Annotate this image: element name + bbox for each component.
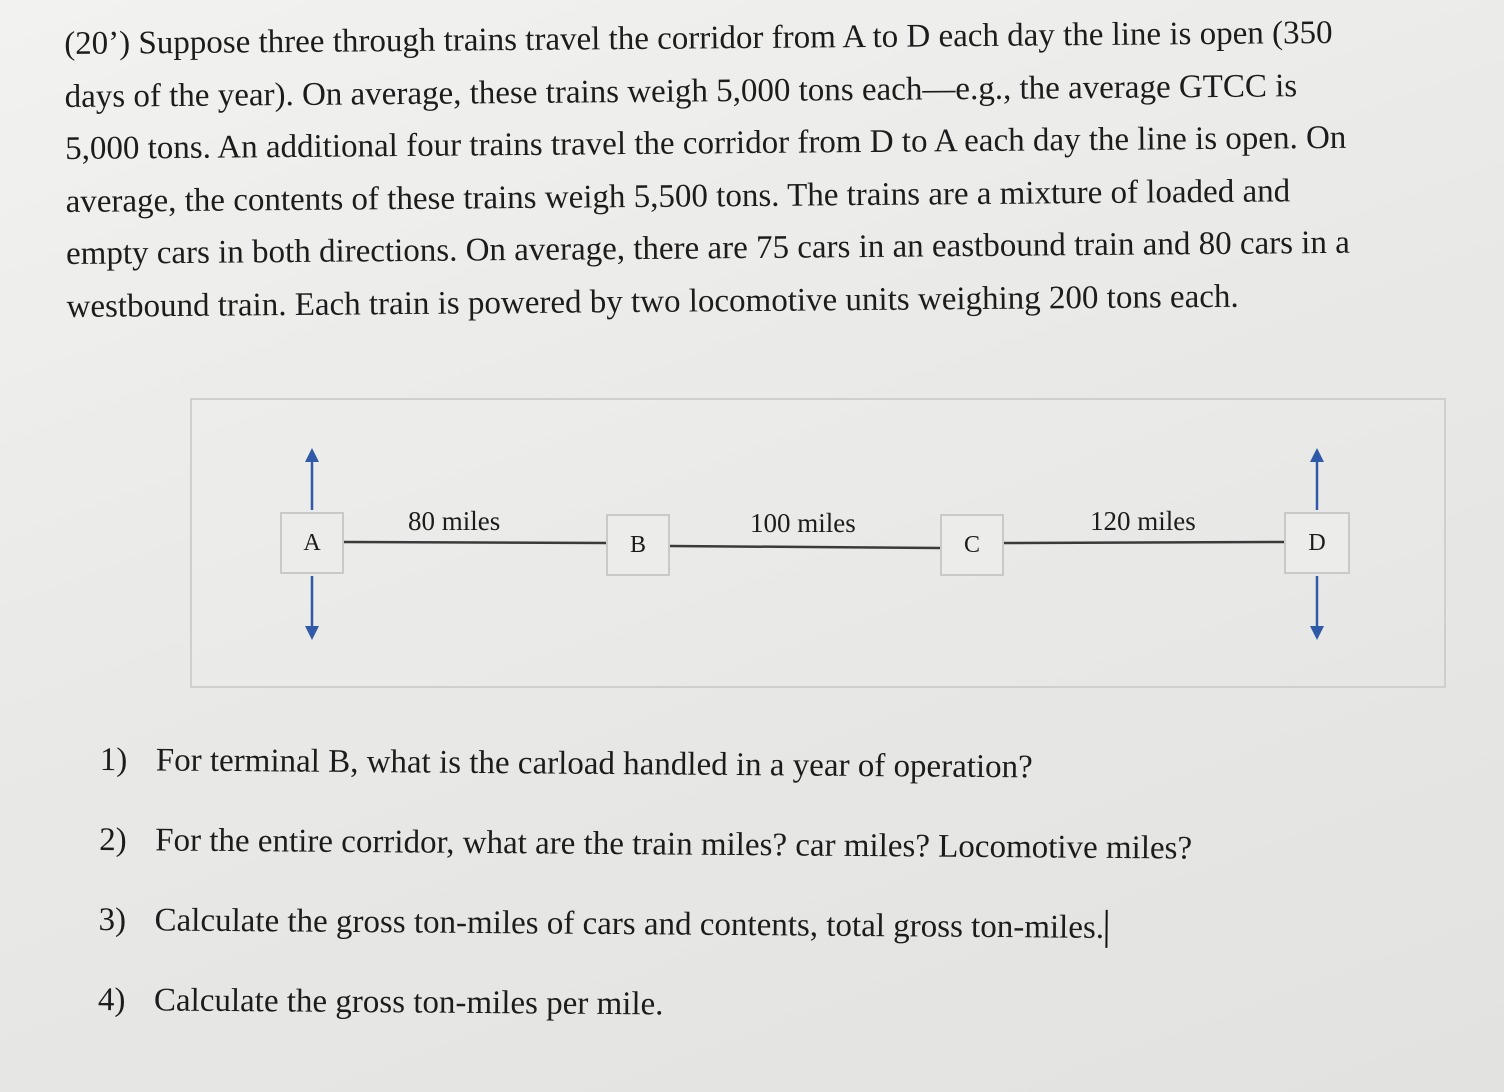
arrow-up-icon-head xyxy=(1310,448,1324,462)
question-text: For the entire corridor, what are the train miles? car miles? Locomotive miles? xyxy=(155,822,1193,867)
problem-line: westbound train. Each train is powered by two locomotive units weighing 200 tons each. xyxy=(66,278,1239,325)
text-cursor xyxy=(1106,910,1108,948)
station-d xyxy=(1284,512,1350,574)
question-number: 1) xyxy=(99,742,128,779)
distance-cd: 120 miles xyxy=(1090,506,1196,536)
station-c xyxy=(940,514,1004,576)
problem-line: 5,000 tons. An additional four trains travel the corridor from D to A each day the line is open. On xyxy=(64,119,1347,167)
track-segment-bc xyxy=(670,546,940,548)
question-text: Calculate the gross ton-miles per mile. xyxy=(153,982,664,1023)
question-item xyxy=(99,742,1360,832)
question-item xyxy=(99,822,1360,912)
question-text: For terminal B, what is the carload handled in a year of operation? xyxy=(155,742,1033,786)
distance-bc: 100 miles xyxy=(750,508,856,538)
question-number: 4) xyxy=(97,981,126,1019)
problem-line: days of the year). On average, these trains weigh 5,000 tons each—e.g., the average GTCC is xyxy=(64,67,1298,115)
question-number: 3) xyxy=(98,901,127,939)
station-a xyxy=(280,512,344,574)
problem-line: empty cars in both directions. On average, there are 75 cars in an eastbound train and 80 cars in a xyxy=(65,224,1350,272)
track-segment-cd xyxy=(1004,542,1284,543)
arrow-down-icon-head xyxy=(1310,626,1324,640)
question-list xyxy=(97,742,1359,1072)
arrow-up-icon-head xyxy=(305,448,319,462)
question-number: 2) xyxy=(99,821,127,859)
question-item xyxy=(97,982,1358,1072)
arrow-down-icon-head xyxy=(305,626,319,640)
station-label: A xyxy=(303,529,321,556)
station-label: D xyxy=(1308,529,1326,556)
corridor-diagram xyxy=(190,398,1446,688)
distance-ab: 80 miles xyxy=(408,506,501,536)
problem-line: (20’) Suppose three through trains travel the corridor from A to D each day the line is open (350 xyxy=(64,14,1333,62)
question-item xyxy=(98,902,1359,992)
track-segment-ab xyxy=(344,542,608,543)
corridor-lines xyxy=(192,400,1448,690)
question-text: Calculate the gross ton-miles of cars and contents, total gross ton-miles. xyxy=(154,902,1105,946)
problem-line: average, the contents of these trains weigh 5,500 tons. The trains are a mixture of loaded and xyxy=(65,172,1291,220)
problem-statement xyxy=(64,6,1487,333)
station-b xyxy=(606,514,670,576)
station-label: B xyxy=(629,531,646,558)
station-label: C xyxy=(963,531,980,558)
